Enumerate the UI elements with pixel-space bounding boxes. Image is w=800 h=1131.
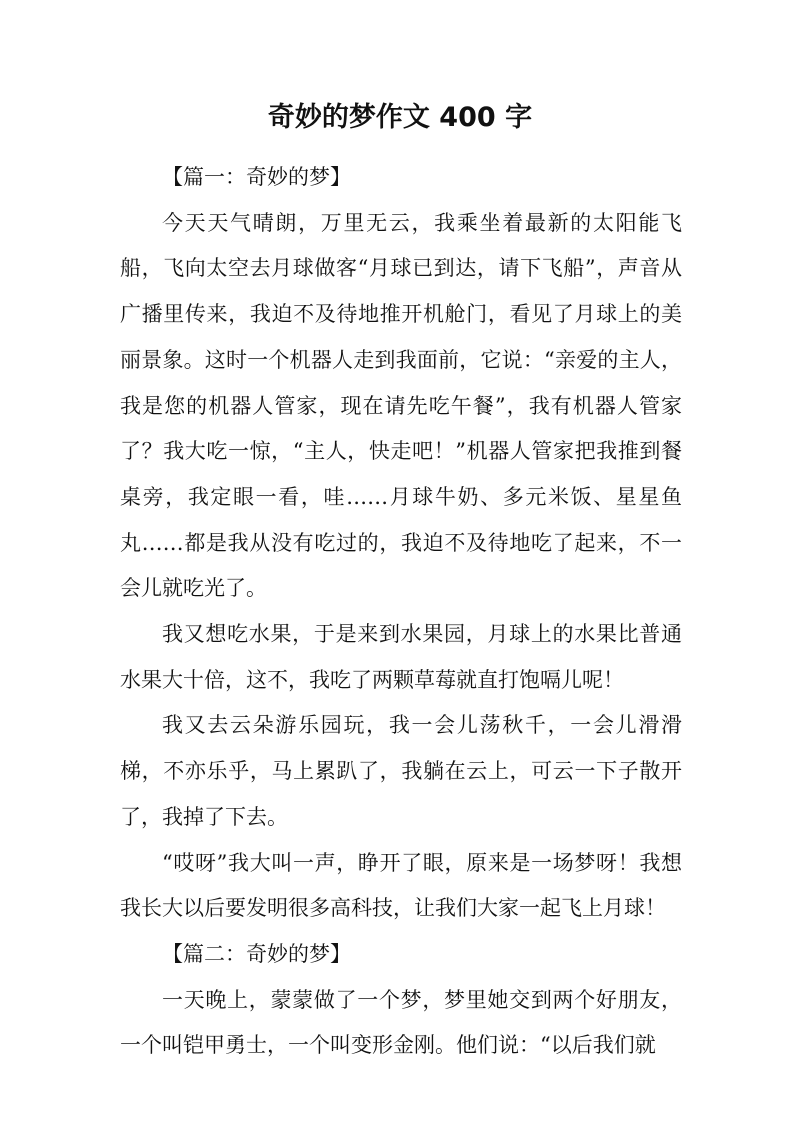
paragraph: 我又想吃水果，于是来到水果园，月球上的水果比普通水果大十倍，这不，我吃了两颗草莓就直打饱嗝儿呢！ — [120, 622, 682, 692]
document-body — [120, 155, 682, 1069]
section-heading-2: 【篇二：奇妙的梦】 — [162, 941, 351, 966]
paragraph: 今天天气晴朗，万里无云，我乘坐着最新的太阳能飞船，飞向太空去月球做客“月球已到达，请下飞船”，声音从广播里传来，我迫不及待地推开机舱门，看见了月球上的美丽景象。这时一个机器人走到我面前，它说：“亲爱的主人，我是您的机器人管家，现在请先吃午餐”，我有机器人管家了？我大吃一惊，“主人，快走吧！”机器人管家把我推到餐桌旁，我定眼一看，哇……月球牛奶、多元米饭、星星鱼丸……都是我从没有吃过的，我迫不及待地吃了起来，不一会儿就吃光了。 — [120, 210, 682, 601]
section-heading-1: 【篇一：奇妙的梦】 — [162, 165, 351, 189]
paragraph: 一天晚上，蒙蒙做了一个梦，梦里她交到两个好朋友，一个叫铠甲勇士，一个叫变形金刚。他们说：“以后我们就 — [120, 987, 682, 1058]
paragraph: 我又去云朵游乐园玩，我一会儿荡秋千，一会儿滑滑梯，不亦乐乎，马上累趴了，我躺在云上，可云一下子散开了，我掉了下去。 — [120, 713, 682, 829]
paragraph: “哎呀”我大叫一声，睁开了眼，原来是一场梦呀！我想我长大以后要发明很多高科技，让我们大家一起飞上月球！ — [120, 850, 682, 921]
document-title: 奇妙的梦作文 400 字 — [267, 102, 533, 133]
